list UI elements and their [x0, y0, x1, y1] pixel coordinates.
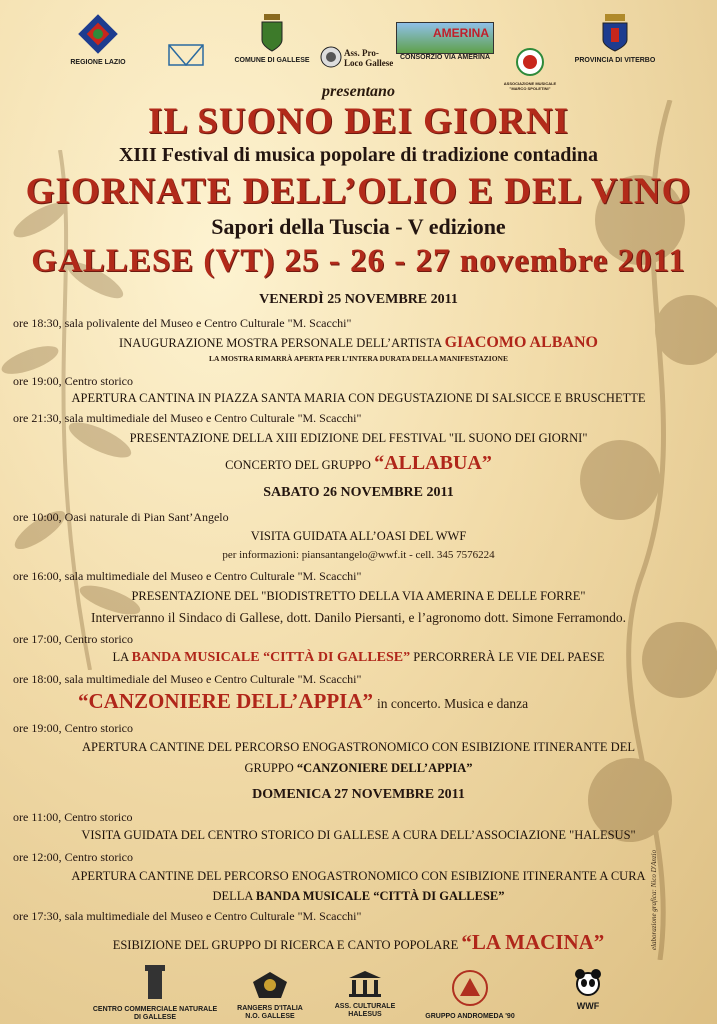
saturday-event-3-pre: LA — [112, 650, 129, 664]
saturday-event-1-info: per informazioni: piansantangelo@wwf.it - cell. 345 7576224 — [222, 549, 495, 561]
consorzio-logo — [396, 22, 494, 61]
provincia-label: PROVINCIA DI VITERBO — [574, 57, 656, 64]
sunday-event-3-text: ESIBIZIONE DEL GRUPPO DI RICERCA E CANTO POPOLARE — [112, 938, 459, 952]
sunday-event-1: VISITA GUIDATA DEL CENTRO STORICO DI GALLESE A CURA DELL’ASSOCIAZIONE "HALESUS" — [81, 828, 636, 842]
event-dates: GALLESE (VT) 25 - 26 - 27 novembre 2011 — [31, 243, 686, 279]
friday-time-3: ore 21:30, sala multimediale del Museo e Centro Culturale "M. Scacchi" — [13, 411, 362, 425]
bottom-logo-ccn — [90, 965, 220, 1022]
allabua-band: “ALLABUA” — [374, 452, 492, 474]
andromeda-emblem-icon — [450, 968, 490, 1008]
olio-vino-title: GIORNATE DELL’OLIO E DEL VINO — [25, 171, 692, 212]
graphic-credit: elaborazione grafica: Nico D'Anzio — [650, 849, 658, 950]
sunday-time-3: ore 17:30, sala multimediale del Museo e Centro Culturale "M. Scacchi" — [13, 909, 362, 923]
sunday-event-2b — [0, 889, 717, 904]
friday-time-2: ore 19:00, Centro storico — [13, 374, 133, 388]
saturday-event-3-post: PERCORRERÀ LE VIE DEL PAESE — [413, 650, 605, 664]
comune-shield-icon — [260, 14, 284, 52]
consorzio-label: CONSORZIO VIA AMERINA — [399, 54, 491, 61]
consorzio-banner-text: AMERINA — [433, 26, 489, 40]
proloco-label: Ass. Pro-Loco Gallese — [344, 48, 394, 68]
saturday-event-2-speakers: Interverranno il Sindaco di Gallese, dott. Danilo Piersanti, e l’agronomo dott. Simone Ferramondo. — [90, 610, 626, 625]
saturday-event-4-desc: in concerto. Musica e danza — [377, 696, 529, 711]
banda-musicale: BANDA MUSICALE “CITTÀ DI GALLESE” — [131, 650, 411, 665]
gruppo-label: GRUPPO — [244, 761, 294, 775]
bottom-logo-halesus — [325, 970, 405, 1019]
canzoniere-appia-bold: “CANZONIERE DELL’APPIA” — [296, 761, 473, 775]
consorzio-banner — [396, 22, 494, 54]
comune-logo — [232, 14, 312, 64]
halesus-temple-icon — [347, 970, 383, 998]
andromeda-label: GRUPPO ANDROMEDA '90 — [425, 1013, 515, 1020]
bottom-logo-wwf — [568, 968, 608, 1011]
saturday-event-4 — [78, 689, 528, 714]
della-label: DELLA — [212, 889, 253, 903]
sunday-event-2: APERTURA CANTINE DEL PERCORSO ENOGASTRONOMICO CON ESIBIZIONE ITINERANTE A CURA — [71, 869, 646, 883]
friday-time-1: ore 18:30, sala polivalente del Museo e Centro Culturale "M. Scacchi" — [13, 316, 352, 330]
provincia-shield-icon — [601, 14, 629, 52]
banda-musicale-bold: BANDA MUSICALE “CITTÀ DI GALLESE” — [255, 889, 505, 903]
bottom-logo-andromeda — [425, 968, 515, 1020]
friday-event-2: APERTURA CANTINA IN PIAZZA SANTA MARIA CON DEGUSTAZIONE DI SALSICCE E BRUSCHETTE — [71, 391, 646, 405]
festival-subtitle: XIII Festival di musica popolare di tradizione contadina — [118, 144, 599, 166]
rangers-label: RANGERS D'ITALIA N.O. GALLESE — [237, 1005, 303, 1020]
regione-lazio-label: REGIONE LAZIO — [70, 59, 126, 66]
saturday-event-1: VISITA GUIDATA ALL’OASI DEL WWF — [250, 529, 467, 543]
rangers-emblem-icon — [251, 970, 289, 1000]
wwf-label: WWF — [576, 1001, 600, 1011]
ccn-label: CENTRO COMMERCIALE NATURALE DI GALLESE — [92, 1006, 218, 1021]
museo-logo — [168, 44, 204, 71]
proloco-emblem — [320, 46, 342, 68]
saturday-heading: SABATO 26 NOVEMBRE 2011 — [263, 485, 454, 500]
sunday-time-2: ore 12:00, Centro storico — [13, 850, 133, 864]
saturday-event-5: APERTURA CANTINE DEL PERCORSO ENOGASTRONOMICO CON ESIBIZIONE ITINERANTE DEL — [82, 740, 635, 754]
saturday-event-3 — [0, 650, 717, 666]
bottom-logo-rangers — [235, 970, 305, 1021]
proloco-logo — [320, 46, 394, 73]
concert-label: CONCERTO DEL GRUPPO — [225, 458, 371, 472]
saturday-event-2: PRESENTAZIONE DEL "BIODISTRETTO DELLA VIA AMERINA E DELLE FORRE" — [131, 589, 586, 603]
friday-event-3: PRESENTAZIONE DELLA XIII EDIZIONE DEL FESTIVAL "IL SUONO DEI GIORNI" — [129, 431, 588, 445]
halesus-label: ASS. CULTURALE HALESUS — [334, 1003, 396, 1018]
regione-lazio-emblem — [78, 14, 118, 54]
panda-icon — [573, 968, 603, 996]
friday-event-1-text: INAUGURAZIONE MOSTRA PERSONALE DELL’ARTISTA — [119, 336, 442, 350]
saturday-event-5b — [0, 761, 717, 776]
la-macina: “LA MACINA” — [461, 930, 605, 954]
music-association-emblem — [515, 48, 545, 76]
sapori-subtitle: Sapori della Tuscia - V edizione — [211, 214, 506, 239]
sunday-time-1: ore 11:00, Centro storico — [13, 810, 133, 824]
saturday-time-2: ore 16:00, sala multimediale del Museo e Centro Culturale "M. Scacchi" — [13, 569, 362, 583]
presentano-text: presentano — [322, 83, 395, 100]
saturday-time-5: ore 19:00, Centro storico — [13, 721, 133, 735]
sunday-heading: DOMENICA 27 NOVEMBRE 2011 — [252, 787, 465, 802]
museo-emblem — [168, 44, 204, 66]
saturday-time-4: ore 18:00, sala multimediale del Museo e Centro Culturale "M. Scacchi" — [13, 672, 362, 686]
friday-heading: VENERDÌ 25 NOVEMBRE 2011 — [259, 292, 458, 307]
friday-artist: GIACOMO ALBANO — [444, 334, 598, 351]
regione-lazio-logo — [68, 14, 128, 66]
associazione-label: ASSOCIAZIONE MUSICALE "MARCO SPOLETINI" — [503, 81, 557, 91]
friday-event-4 — [0, 452, 717, 475]
saturday-time-3: ore 17:00, Centro storico — [13, 632, 133, 646]
sunday-event-3 — [0, 930, 717, 955]
friday-exhibit-note: LA MOSTRA RIMARRÀ APERTA PER L’INTERA DURATA DELLA MANIFESTAZIONE — [209, 354, 508, 363]
comune-label: COMUNE DI GALLESE — [234, 57, 310, 64]
tower-icon — [142, 965, 168, 1001]
friday-event-1 — [0, 334, 717, 352]
provincia-logo — [570, 14, 660, 64]
saturday-time-1: ore 10:00, Oasi naturale di Pian Sant’Angelo — [13, 510, 229, 524]
canzoniere-appia: “CANZONIERE DELL’APPIA” — [78, 689, 374, 713]
festival-title: IL SUONO DEI GIORNI — [148, 101, 569, 142]
